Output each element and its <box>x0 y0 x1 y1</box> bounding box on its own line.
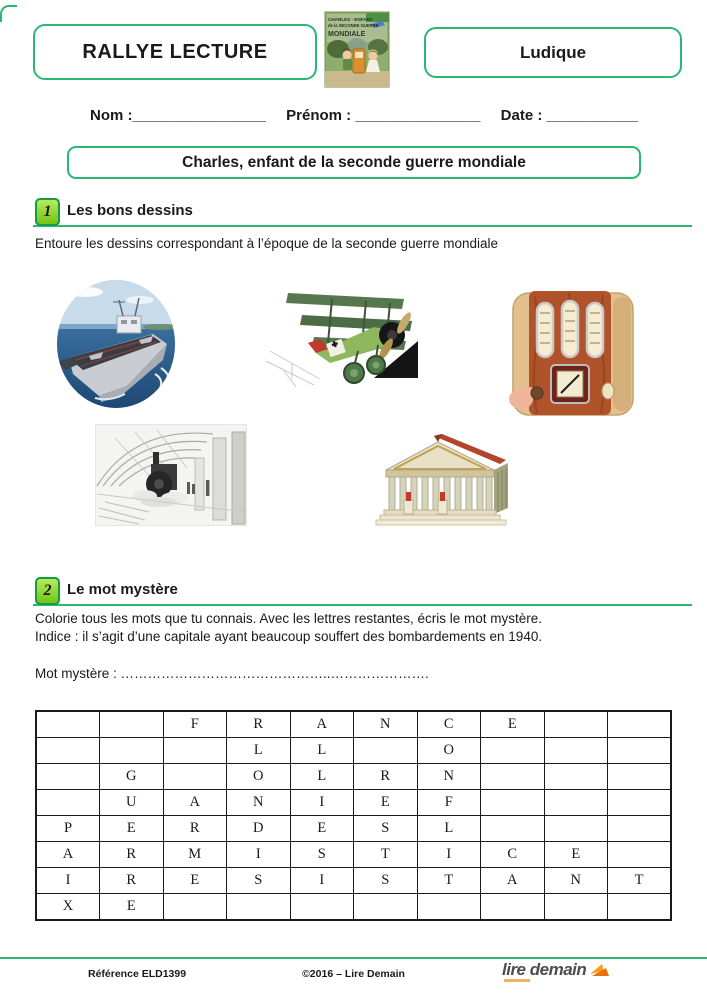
section2-instruction-line1: Colorie tous les mots que tu connais. Avec les lettres restantes, écris le mot mystère. <box>35 611 542 626</box>
grid-cell[interactable]: S <box>227 868 291 894</box>
grid-cell[interactable]: F <box>163 711 227 738</box>
date-blank[interactable]: ___________ <box>542 107 639 124</box>
vintage-radio-image[interactable] <box>505 287 641 425</box>
publisher-logo-swoosh-icon <box>588 962 612 980</box>
grid-cell[interactable]: T <box>354 842 418 868</box>
section2-instruction-line2: Indice : il s’agit d’une capitale ayant beaucoup souffert des bombardements en 1940. <box>35 629 543 644</box>
grid-cell[interactable]: E <box>290 816 354 842</box>
rallye-lecture-box <box>33 24 317 80</box>
grid-cell[interactable]: C <box>481 842 545 868</box>
grid-cell[interactable]: O <box>417 738 481 764</box>
section1-instruction: Entoure les dessins correspondant à l’époque de la seconde guerre mondiale <box>35 236 499 251</box>
prenom-label: Prénom : <box>286 107 352 124</box>
grid-cell[interactable] <box>354 738 418 764</box>
grid-cell[interactable] <box>608 790 672 816</box>
word-grid-table <box>35 710 672 921</box>
grid-cell[interactable] <box>481 816 545 842</box>
grid-cell[interactable] <box>608 894 672 921</box>
footer-divider <box>0 957 707 959</box>
grid-cell[interactable]: L <box>290 738 354 764</box>
grid-cell[interactable]: N <box>354 711 418 738</box>
grid-cell[interactable] <box>163 894 227 921</box>
grid-cell[interactable] <box>163 738 227 764</box>
aircraft-carrier-icon <box>55 278 178 410</box>
grid-cell[interactable] <box>163 764 227 790</box>
mystery-word-answer-line[interactable]: Mot mystère : ………………………………………..…………………. <box>35 666 429 681</box>
grid-cell[interactable]: C <box>417 711 481 738</box>
grid-cell[interactable] <box>36 738 100 764</box>
grid-cell[interactable] <box>227 894 291 921</box>
grid-cell[interactable]: E <box>481 711 545 738</box>
grid-cell[interactable] <box>481 738 545 764</box>
worksheet-title-box <box>67 146 641 179</box>
grid-cell[interactable] <box>544 790 608 816</box>
grid-cell[interactable]: N <box>227 790 291 816</box>
grid-cell[interactable]: P <box>36 816 100 842</box>
rallye-lecture-label: RALLYE LECTURE <box>82 40 268 63</box>
grid-cell[interactable]: I <box>417 842 481 868</box>
grid-row <box>36 764 671 790</box>
grid-cell[interactable] <box>36 790 100 816</box>
grid-cell[interactable] <box>608 842 672 868</box>
grid-cell[interactable]: A <box>290 711 354 738</box>
grid-cell[interactable]: N <box>544 868 608 894</box>
grid-cell[interactable]: D <box>227 816 291 842</box>
nom-blank[interactable]: ________________ <box>132 107 266 124</box>
section2-divider <box>33 604 692 606</box>
grid-cell[interactable]: A <box>163 790 227 816</box>
publisher-logo <box>502 960 612 980</box>
grid-cell[interactable] <box>100 711 164 738</box>
steam-train-icon <box>95 424 247 526</box>
grid-row <box>36 790 671 816</box>
grid-cell[interactable] <box>544 764 608 790</box>
grid-cell[interactable]: E <box>100 816 164 842</box>
section1-heading: Les bons dessins <box>67 202 193 219</box>
grid-cell[interactable]: G <box>100 764 164 790</box>
grid-cell[interactable]: R <box>227 711 291 738</box>
grid-cell[interactable]: L <box>227 738 291 764</box>
date-field <box>501 107 639 124</box>
grid-cell[interactable]: I <box>290 868 354 894</box>
category-label: Ludique <box>519 42 587 62</box>
nom-label: Nom : <box>90 107 133 124</box>
grid-cell[interactable]: R <box>163 816 227 842</box>
cover-title-line1: CHARLES - ENFANT <box>328 17 373 22</box>
grid-cell[interactable] <box>36 764 100 790</box>
prenom-field <box>286 107 480 124</box>
category-box <box>424 27 682 78</box>
greek-temple-icon <box>368 428 513 528</box>
grid-cell[interactable] <box>290 894 354 921</box>
nom-field <box>90 107 266 124</box>
footer-copyright: ©2016 – Lire Demain <box>302 968 405 980</box>
grid-row <box>36 816 671 842</box>
grid-cell[interactable]: S <box>290 842 354 868</box>
grid-cell[interactable] <box>608 711 672 738</box>
grid-cell[interactable]: O <box>227 764 291 790</box>
grid-row <box>36 711 671 738</box>
triplane-icon <box>262 283 425 392</box>
prenom-blank[interactable]: _______________ <box>351 107 481 124</box>
grid-cell[interactable]: A <box>481 868 545 894</box>
grid-row <box>36 738 671 764</box>
section2-number: 2 <box>43 582 52 599</box>
grid-cell[interactable] <box>481 894 545 921</box>
book-cover-image <box>322 11 392 89</box>
grid-cell[interactable] <box>544 894 608 921</box>
grid-cell[interactable]: T <box>608 868 672 894</box>
grid-cell[interactable] <box>36 711 100 738</box>
grid-cell[interactable] <box>608 764 672 790</box>
grid-row <box>36 868 671 894</box>
grid-cell[interactable]: R <box>100 868 164 894</box>
section2-heading: Le mot mystère <box>67 581 178 598</box>
cover-title-line3: MONDIALE <box>328 31 366 38</box>
section1-number-badge <box>35 198 60 226</box>
word-grid <box>35 710 672 921</box>
grid-cell[interactable]: U <box>100 790 164 816</box>
grid-cell[interactable] <box>100 738 164 764</box>
grid-cell[interactable]: I <box>36 868 100 894</box>
grid-cell[interactable] <box>608 738 672 764</box>
vintage-radio-icon <box>505 287 641 420</box>
grid-cell[interactable]: S <box>354 816 418 842</box>
grid-cell[interactable]: X <box>36 894 100 921</box>
aircraft-carrier-image[interactable] <box>55 278 178 415</box>
grid-cell[interactable] <box>417 894 481 921</box>
grid-cell[interactable]: E <box>354 790 418 816</box>
grid-cell[interactable] <box>608 816 672 842</box>
triplane-image[interactable] <box>262 283 425 397</box>
grid-cell[interactable]: E <box>163 868 227 894</box>
greek-temple-image[interactable] <box>368 428 513 533</box>
grid-cell[interactable]: E <box>100 894 164 921</box>
grid-cell[interactable] <box>544 738 608 764</box>
section1-divider <box>33 225 692 227</box>
cover-title-line2: de la SECONDE GUERRE <box>328 23 379 28</box>
grid-row <box>36 894 671 921</box>
grid-cell[interactable]: I <box>227 842 291 868</box>
section1-number: 1 <box>43 203 52 220</box>
book-cover-illustration <box>322 11 392 89</box>
grid-cell[interactable] <box>481 790 545 816</box>
grid-cell[interactable]: E <box>544 842 608 868</box>
publisher-logo-text: lire demain <box>502 960 587 979</box>
grid-cell[interactable]: F <box>417 790 481 816</box>
worksheet-title: Charles, enfant de la seconde guerre mondiale <box>182 153 526 171</box>
grid-cell[interactable]: L <box>290 764 354 790</box>
grid-row <box>36 842 671 868</box>
section2-number-badge <box>35 577 60 605</box>
grid-cell[interactable] <box>354 894 418 921</box>
student-fields <box>90 107 654 124</box>
steam-train-station-image[interactable] <box>95 424 247 531</box>
grid-cell[interactable]: S <box>354 868 418 894</box>
grid-cell[interactable]: N <box>417 764 481 790</box>
grid-cell[interactable]: M <box>163 842 227 868</box>
grid-cell[interactable]: A <box>36 842 100 868</box>
grid-cell[interactable]: R <box>354 764 418 790</box>
date-label: Date : <box>500 107 543 124</box>
grid-cell[interactable]: T <box>417 868 481 894</box>
grid-cell[interactable] <box>481 764 545 790</box>
page-corner-mark <box>0 5 17 22</box>
grid-cell[interactable]: R <box>100 842 164 868</box>
publisher-logo-subtext <box>504 979 530 982</box>
grid-cell[interactable] <box>544 816 608 842</box>
footer-reference: Référence ELD1399 <box>88 968 187 980</box>
grid-cell[interactable]: I <box>290 790 354 816</box>
grid-cell[interactable] <box>544 711 608 738</box>
grid-cell[interactable]: L <box>417 816 481 842</box>
